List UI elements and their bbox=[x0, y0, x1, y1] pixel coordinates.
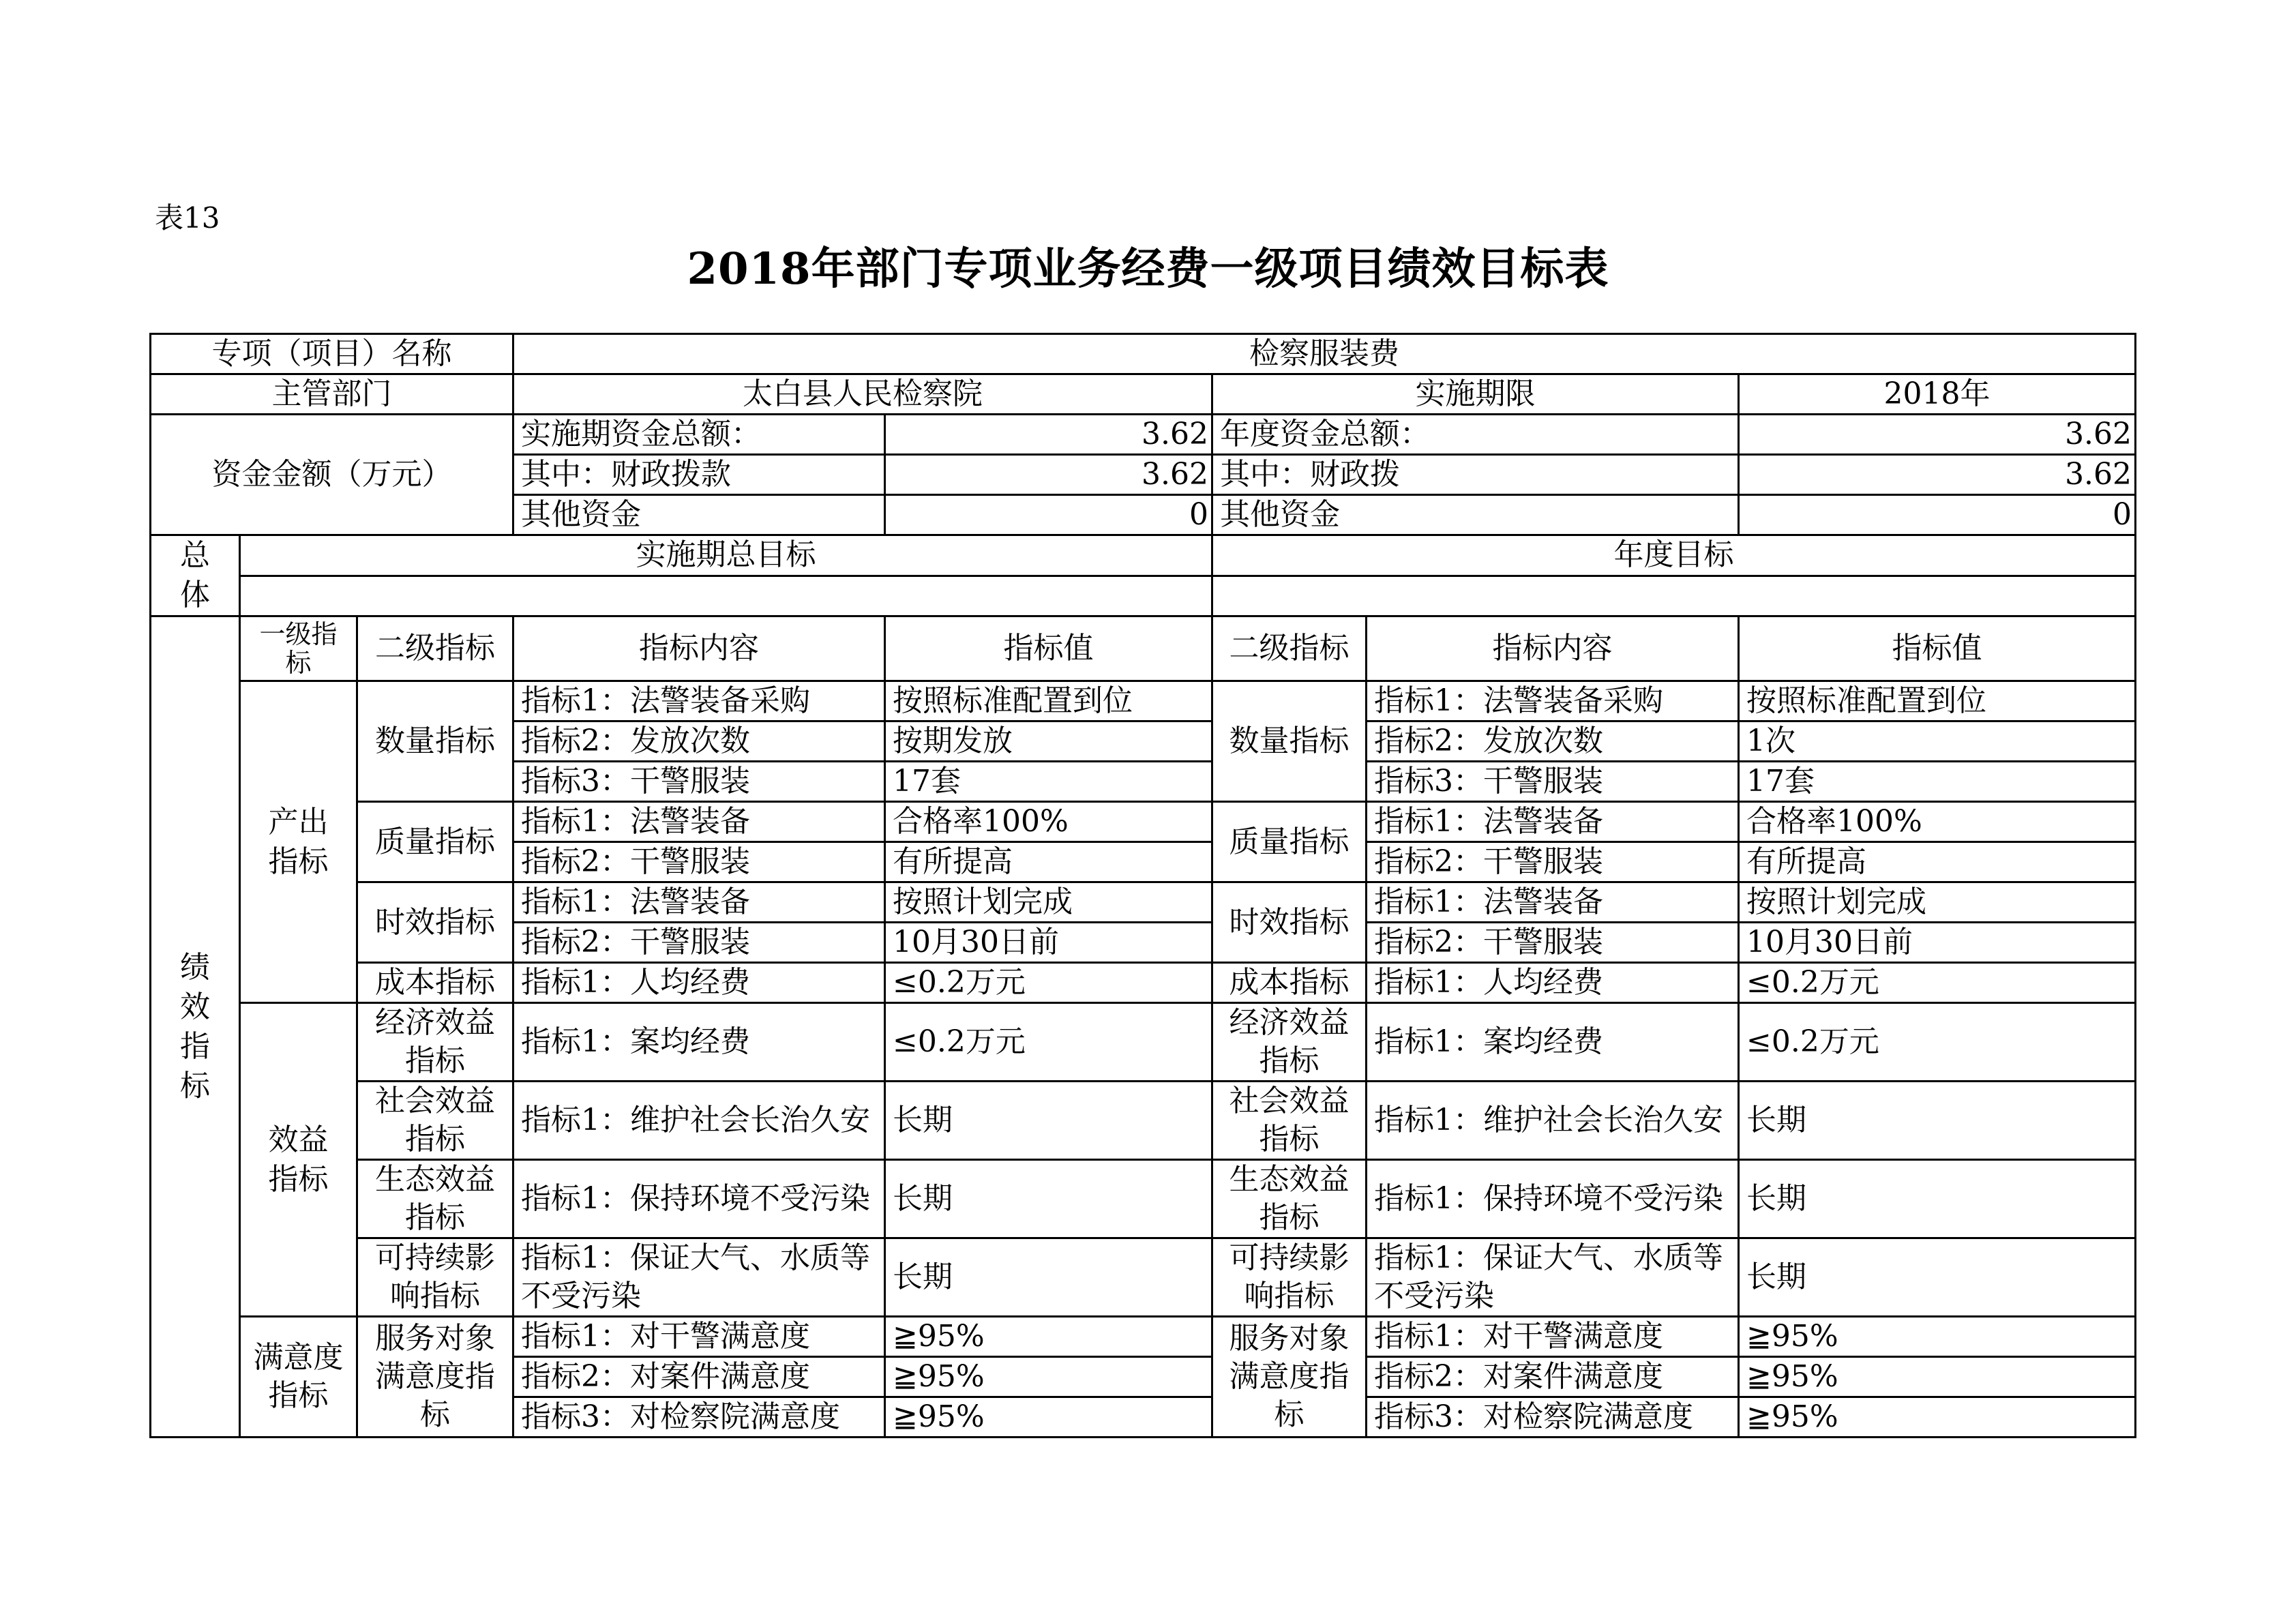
annual-indicator-value: 长期 bbox=[1739, 1082, 2136, 1160]
annual-indicator-value: 17套 bbox=[1739, 762, 2136, 802]
table-number: 表13 bbox=[155, 201, 220, 235]
table-row bbox=[151, 882, 2136, 923]
quantity-indicator-label: 数量指标 bbox=[357, 681, 513, 802]
annual-goal-content bbox=[1212, 576, 2136, 616]
page-title: 2018年部门专项业务经费一级项目绩效目标表 bbox=[687, 243, 1609, 295]
department-label: 主管部门 bbox=[151, 374, 513, 415]
social-benefit-label: 社会效益指标 bbox=[357, 1082, 513, 1160]
indicator-value: 有所提高 bbox=[885, 842, 1212, 882]
annual-timeliness-indicator-label: 时效指标 bbox=[1212, 882, 1367, 963]
fund-amount-label: 资金金额（万元） bbox=[151, 415, 513, 535]
period-goal-label: 实施期总目标 bbox=[240, 535, 1212, 576]
annual-indicator-value: 长期 bbox=[1739, 1160, 2136, 1238]
annual-fiscal-fund-label: 其中：财政拨 bbox=[1212, 455, 1739, 495]
annual-indicator-content: 指标3：干警服装 bbox=[1367, 762, 1739, 802]
indicator-value: ≤0.2万元 bbox=[885, 1003, 1212, 1082]
annual-other-fund-value: 0 bbox=[1739, 495, 2136, 535]
annual-indicator-value: ≤0.2万元 bbox=[1739, 963, 2136, 1003]
indicator-content: 指标1：法警装备 bbox=[513, 802, 885, 842]
indicator-value: ≤0.2万元 bbox=[885, 963, 1212, 1003]
economic-benefit-label: 经济效益指标 bbox=[357, 1003, 513, 1082]
indicator-value: 按期发放 bbox=[885, 721, 1212, 762]
output-indicator-label: 产出指标 bbox=[240, 681, 357, 1003]
indicator-content: 指标1：维护社会长治久安 bbox=[513, 1082, 885, 1160]
annual-indicator-content: 指标3：对检察院满意度 bbox=[1367, 1397, 1739, 1438]
annual-service-satisfaction-label: 服务对象满意度指标 bbox=[1212, 1317, 1367, 1438]
indicator-content: 指标1：保持环境不受污染 bbox=[513, 1160, 885, 1238]
fiscal-fund-value: 3.62 bbox=[885, 455, 1212, 495]
indicator-content: 指标3：对检察院满意度 bbox=[513, 1397, 885, 1438]
annual-indicator-value: ≧95% bbox=[1739, 1357, 2136, 1397]
annual-sustainability-label: 可持续影响指标 bbox=[1212, 1238, 1367, 1317]
indicator-value-header: 指标值 bbox=[885, 616, 1212, 681]
annual-indicator-value: 有所提高 bbox=[1739, 842, 2136, 882]
other-fund-label: 其他资金 bbox=[513, 495, 885, 535]
annual-indicator-content: 指标1：保持环境不受污染 bbox=[1367, 1160, 1739, 1238]
period-label: 实施期限 bbox=[1212, 374, 1739, 415]
project-name-row bbox=[151, 334, 2136, 374]
quality-indicator-label: 质量指标 bbox=[357, 802, 513, 882]
indicator-content: 指标1：保证大气、水质等不受污染 bbox=[513, 1238, 885, 1317]
fiscal-fund-label: 其中：财政拨款 bbox=[513, 455, 885, 495]
department-value: 太白县人民检察院 bbox=[513, 374, 1212, 415]
benefit-indicator-label: 效益指标 bbox=[240, 1003, 357, 1317]
table-row bbox=[151, 802, 2136, 842]
other-fund-value: 0 bbox=[885, 495, 1212, 535]
indicator-value: 10月30日前 bbox=[885, 923, 1212, 963]
annual-indicator-value: ≧95% bbox=[1739, 1397, 2136, 1438]
indicator-value: 按照标准配置到位 bbox=[885, 681, 1212, 721]
indicator-value: 按照计划完成 bbox=[885, 882, 1212, 923]
table-row bbox=[151, 1238, 2136, 1317]
annual-indicator-content: 指标2：对案件满意度 bbox=[1367, 1357, 1739, 1397]
department-row bbox=[151, 374, 2136, 415]
project-name-label: 专项（项目）名称 bbox=[151, 334, 513, 374]
annual-indicator-content: 指标2：干警服装 bbox=[1367, 923, 1739, 963]
annual-other-fund-label: 其他资金 bbox=[1212, 495, 1739, 535]
table-row bbox=[151, 963, 2136, 1003]
period-goal-content bbox=[240, 576, 1212, 616]
indicator-content: 指标2：发放次数 bbox=[513, 721, 885, 762]
annual-indicator-content-header: 指标内容 bbox=[1367, 616, 1739, 681]
annual-indicator-value: ≤0.2万元 bbox=[1739, 1003, 2136, 1082]
total-fund-label: 实施期资金总额： bbox=[513, 415, 885, 455]
annual-indicator-value: 按照标准配置到位 bbox=[1739, 681, 2136, 721]
fund-total-row bbox=[151, 415, 2136, 455]
table-row bbox=[151, 1082, 2136, 1160]
annual-indicator-value: 合格率100% bbox=[1739, 802, 2136, 842]
annual-indicator-content: 指标1：法警装备 bbox=[1367, 882, 1739, 923]
annual-total-fund-label: 年度资金总额： bbox=[1212, 415, 1739, 455]
indicator-content: 指标1：法警装备 bbox=[513, 882, 885, 923]
indicator-content: 指标1：人均经费 bbox=[513, 963, 885, 1003]
annual-economic-benefit-label: 经济效益指标 bbox=[1212, 1003, 1367, 1082]
project-name-value: 检察服装费 bbox=[513, 334, 2136, 374]
indicator-content: 指标2：干警服装 bbox=[513, 842, 885, 882]
satisfaction-indicator-label: 满意度指标 bbox=[240, 1317, 357, 1438]
level2-indicator-header: 二级指标 bbox=[357, 616, 513, 681]
annual-social-benefit-label: 社会效益指标 bbox=[1212, 1082, 1367, 1160]
cost-indicator-label: 成本指标 bbox=[357, 963, 513, 1003]
level1-indicator-header: 一级指标 bbox=[240, 616, 357, 681]
indicator-value: ≧95% bbox=[885, 1397, 1212, 1438]
indicator-value: ≧95% bbox=[885, 1357, 1212, 1397]
indicator-content: 指标3：干警服装 bbox=[513, 762, 885, 802]
annual-indicator-value-header: 指标值 bbox=[1739, 616, 2136, 681]
ecological-benefit-label: 生态效益指标 bbox=[357, 1160, 513, 1238]
performance-indicator-section-label: 绩效指标 bbox=[151, 616, 240, 1438]
indicator-value: 长期 bbox=[885, 1238, 1212, 1317]
sustainability-label: 可持续影响指标 bbox=[357, 1238, 513, 1317]
indicator-content: 指标2：干警服装 bbox=[513, 923, 885, 963]
period-value: 2018年 bbox=[1739, 374, 2136, 415]
indicator-content: 指标1：法警装备采购 bbox=[513, 681, 885, 721]
indicator-value: ≧95% bbox=[885, 1317, 1212, 1357]
performance-target-table bbox=[149, 333, 2136, 1438]
indicator-value: 长期 bbox=[885, 1082, 1212, 1160]
annual-indicator-content: 指标1：人均经费 bbox=[1367, 963, 1739, 1003]
indicator-content: 指标1：对干警满意度 bbox=[513, 1317, 885, 1357]
annual-cost-indicator-label: 成本指标 bbox=[1212, 963, 1367, 1003]
annual-indicator-value: 1次 bbox=[1739, 721, 2136, 762]
overall-goal-content-row bbox=[151, 576, 2136, 616]
annual-quantity-indicator-label: 数量指标 bbox=[1212, 681, 1367, 802]
annual-indicator-value: ≧95% bbox=[1739, 1317, 2136, 1357]
annual-indicator-content: 指标1：法警装备 bbox=[1367, 802, 1739, 842]
indicator-value: 17套 bbox=[885, 762, 1212, 802]
indicator-value: 长期 bbox=[885, 1160, 1212, 1238]
annual-indicator-content: 指标1：案均经费 bbox=[1367, 1003, 1739, 1082]
annual-indicator-content: 指标1：维护社会长治久安 bbox=[1367, 1082, 1739, 1160]
annual-indicator-value: 长期 bbox=[1739, 1238, 2136, 1317]
annual-indicator-content: 指标1：保证大气、水质等不受污染 bbox=[1367, 1238, 1739, 1317]
annual-indicator-value: 按照计划完成 bbox=[1739, 882, 2136, 923]
annual-fiscal-fund-value: 3.62 bbox=[1739, 455, 2136, 495]
overall-section-label: 总体 bbox=[151, 535, 240, 616]
annual-level2-indicator-header: 二级指标 bbox=[1212, 616, 1367, 681]
annual-indicator-content: 指标2：发放次数 bbox=[1367, 721, 1739, 762]
annual-goal-label: 年度目标 bbox=[1212, 535, 2136, 576]
annual-quality-indicator-label: 质量指标 bbox=[1212, 802, 1367, 882]
annual-indicator-content: 指标2：干警服装 bbox=[1367, 842, 1739, 882]
service-satisfaction-label: 服务对象满意度指标 bbox=[357, 1317, 513, 1438]
overall-goal-header-row bbox=[151, 535, 2136, 576]
annual-indicator-content: 指标1：法警装备采购 bbox=[1367, 681, 1739, 721]
annual-total-fund-value: 3.62 bbox=[1739, 415, 2136, 455]
annual-ecological-benefit-label: 生态效益指标 bbox=[1212, 1160, 1367, 1238]
table-row bbox=[151, 1317, 2136, 1357]
total-fund-value: 3.62 bbox=[885, 415, 1212, 455]
indicator-value: 合格率100% bbox=[885, 802, 1212, 842]
table-row bbox=[151, 1003, 2136, 1082]
table-row bbox=[151, 1160, 2136, 1238]
annual-indicator-value: 10月30日前 bbox=[1739, 923, 2136, 963]
annual-indicator-content: 指标1：对干警满意度 bbox=[1367, 1317, 1739, 1357]
table-row bbox=[151, 681, 2136, 721]
indicator-header-row bbox=[151, 616, 2136, 681]
indicator-content-header: 指标内容 bbox=[513, 616, 885, 681]
timeliness-indicator-label: 时效指标 bbox=[357, 882, 513, 963]
indicator-content: 指标2：对案件满意度 bbox=[513, 1357, 885, 1397]
indicator-content: 指标1：案均经费 bbox=[513, 1003, 885, 1082]
